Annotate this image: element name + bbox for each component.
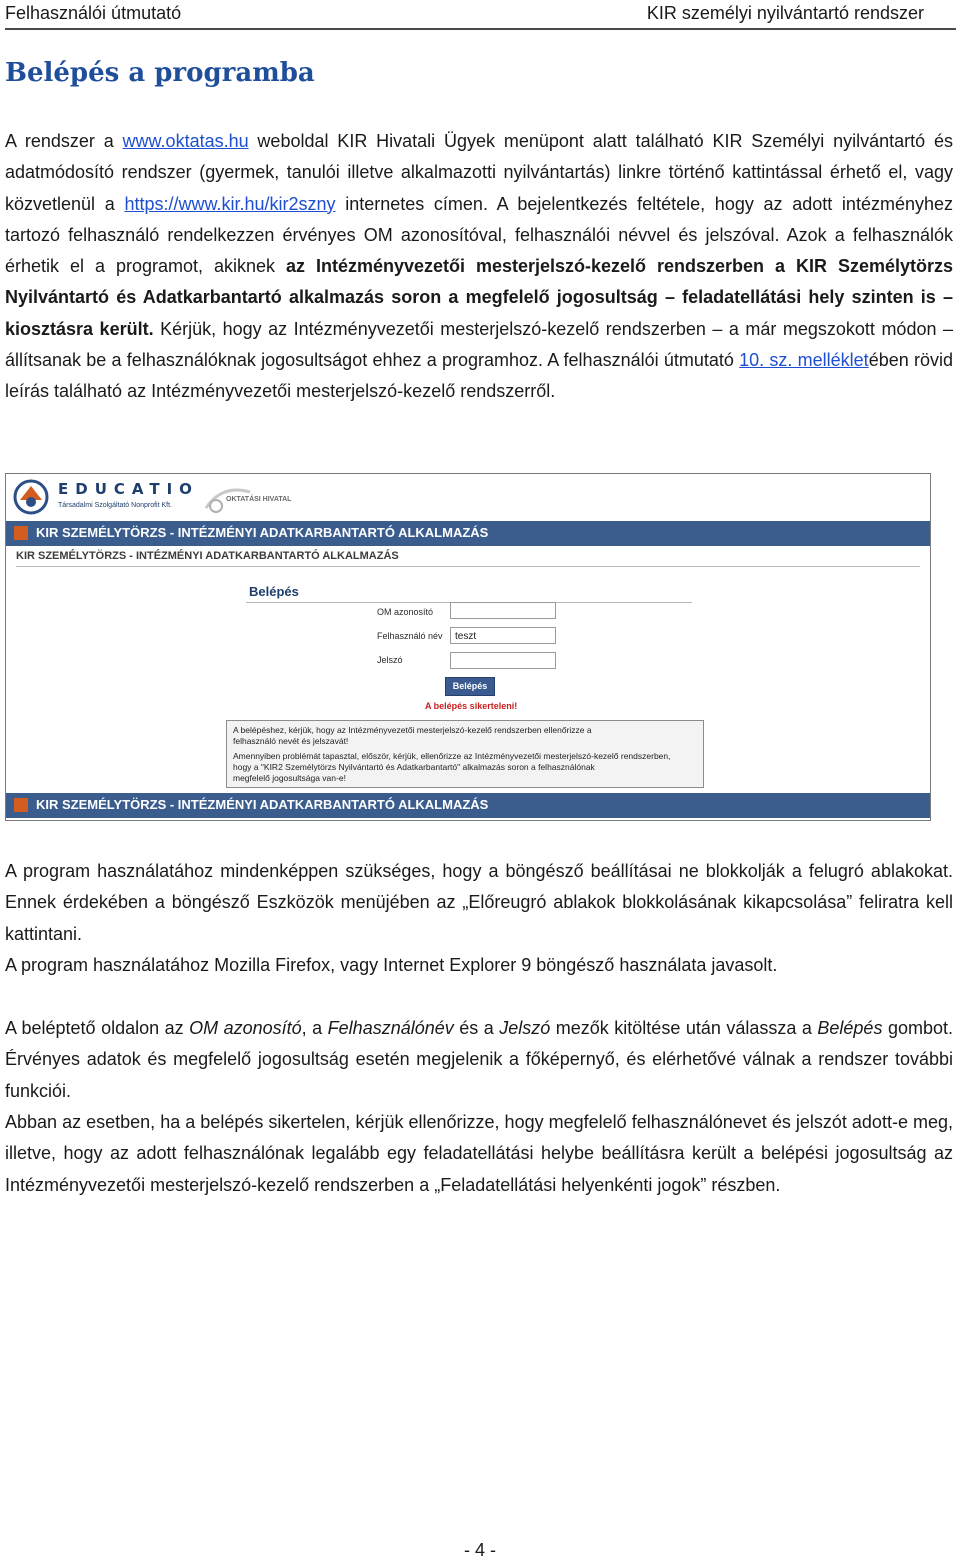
header-left-title: Felhasználói útmutató xyxy=(5,3,182,23)
login-instructions-paragraph xyxy=(5,1013,953,1107)
om-input[interactable] xyxy=(450,602,556,619)
educatio-subtitle: Társadalmi Szolgáltató Nonprofit Kft. xyxy=(58,502,172,509)
popup-paragraph: A program használatához mindenképpen szükséges, hogy a böngésző beállításai ne blokkolják a felugró ablakokat. Ennek érdekében a böngésző Eszközök menüjében az „Előreugró ablakok blokkolásának kikapcsolása” feliratra kell kattintani. xyxy=(5,861,953,944)
hivatal-text: OKTATÁSI HIVATAL xyxy=(226,496,292,503)
section-title: Belépés a programba xyxy=(5,58,315,88)
om-label: OM azonosító xyxy=(377,607,434,617)
footer-title: KIR SZEMÉLYTÖRZS - INTÉZMÉNYI ADATKARBANTARTÓ ALKALMAZÁS xyxy=(36,797,489,812)
text: A rendszer a xyxy=(5,131,123,151)
intro-paragraph xyxy=(5,126,953,408)
password-label: Jelszó xyxy=(377,655,403,665)
appendix-link[interactable]: 10. sz. melléklet xyxy=(739,350,869,371)
login-title: Belépés xyxy=(249,584,299,599)
italic-text: OM azonosító xyxy=(189,1018,302,1038)
username-input[interactable]: teszt xyxy=(450,627,556,644)
app-title-bar xyxy=(6,521,930,546)
text: ében rövid leírás található az Intézményvezetői mesterjelszó-kezelő rendszerről. xyxy=(5,350,953,402)
italic-text: Jelszó xyxy=(499,1018,551,1038)
logo-area xyxy=(6,474,930,518)
header-right-title: KIR személyi nyilvántartó rendszer xyxy=(646,3,924,23)
footer-title-bar xyxy=(6,793,930,818)
info-box xyxy=(226,720,704,788)
oktatas-link[interactable]: www.oktatas.hu xyxy=(122,131,249,151)
app-icon xyxy=(14,798,28,812)
page-header xyxy=(5,0,956,30)
italic-text: Felhasználónév xyxy=(327,1018,454,1038)
info-line: felhasználó nevét és jelszavát! xyxy=(233,736,349,746)
text: mezők kitöltése után válassza a xyxy=(550,1018,818,1038)
failure-paragraph: Abban az esetben, ha a belépés sikertelen, kérjük ellenőrizze, hogy megfelelő felhasználónevet és jelszót adott-e meg, illetve, hogy az adott felhasználónak legalább egy feladatellátási helybe beállításra került a belépési jogosultság az Intézményvezetői mesterjelszó-kezelő rendszerben a „Feladatellátási helyenkénti jogok” részben. xyxy=(5,1112,953,1195)
info-line: megfelelő jogosultsága van-e! xyxy=(233,773,346,783)
text: A beléptető oldalon az xyxy=(5,1018,190,1038)
app-title: KIR SZEMÉLYTÖRZS - INTÉZMÉNYI ADATKARBANTARTÓ ALKALMAZÁS xyxy=(36,525,489,540)
page-number: - 4 - xyxy=(463,1540,496,1560)
info-line: hogy a "KIR2 Személytörzs Nyilvántartó és Adatkarbantartó" alkalmazás soron a felhasználónak xyxy=(233,762,595,772)
browser-paragraph: A program használatához Mozilla Firefox, vagy Internet Explorer 9 böngésző használata javasolt. xyxy=(5,955,778,975)
educatio-brand: EDUCATIO xyxy=(58,480,199,498)
info-line: A belépéshez, kérjük, hogy az Intézményvezetői mesterjelszó-kezelő rendszerben ellenőrizze a xyxy=(233,725,592,735)
login-screenshot xyxy=(5,473,931,821)
text: internetes címen. A bejelentkezés feltétele, hogy az adott intézményhez tartozó felhasználó rendelkezzen érvényes OM azonosítóval, felhasználói névvel és jelszóval. Azok a felhasználók érhetik el a programot, akiknek xyxy=(5,193,953,277)
text: , a xyxy=(301,1018,328,1038)
educatio-logo-icon xyxy=(12,478,50,516)
app-subtitle: KIR SZEMÉLYTÖRZS - INTÉZMÉNYI ADATKARBANTARTÓ ALKALMAZÁS xyxy=(16,550,399,562)
info-line: Amennyiben problémát tapasztal, először, kérjük, ellenőrizze az Intézményvezetői mesterjelszó-kezelő rendszerben, xyxy=(233,751,671,761)
login-status-message: A belépés sikerteleni! xyxy=(425,701,518,711)
user-label: Felhasználó név xyxy=(377,631,443,641)
text: gombot. Érvényes adatok és megfelelő jogosultság esetén megjelenik a főképernyő, és elérhetővé válnak a rendszer további funkciói. xyxy=(5,1018,953,1101)
app-icon xyxy=(14,526,28,540)
text: és a xyxy=(453,1018,500,1038)
text: Kérjük, hogy az Intézményvezetői mesterjelszó-kezelő rendszerben – a már megszokott módon – állítsanak be a felhasználóknak jogosultságot ehhez a programhoz. A felhasználói útmutató xyxy=(5,318,953,371)
bold-text: az Intézményvezetői mesterjelszó-kezelő rendszerben a KIR Személytörzs Nyilvántartó és Adatkarbantartó alkalmazás soron a megfelelő jogosultság – feladatellátási hely szinten is – kiosztásra került. xyxy=(5,256,954,339)
login-button[interactable]: Belépés xyxy=(445,677,495,696)
password-input[interactable] xyxy=(450,652,556,669)
divider xyxy=(16,566,920,567)
kir2szny-link[interactable]: https://www.kir.hu/kir2szny xyxy=(124,193,336,214)
italic-text: Belépés xyxy=(817,1018,883,1038)
text: weboldal KIR Hivatali Ügyek menüpont alatt található KIR Személyi nyilvántartó és adatmódosító rendszer (gyermek, tanulói illetve alkalmazotti nyilvántartás) linkre történő kattintással érhető el, vagy közvetlenül a xyxy=(5,131,954,214)
